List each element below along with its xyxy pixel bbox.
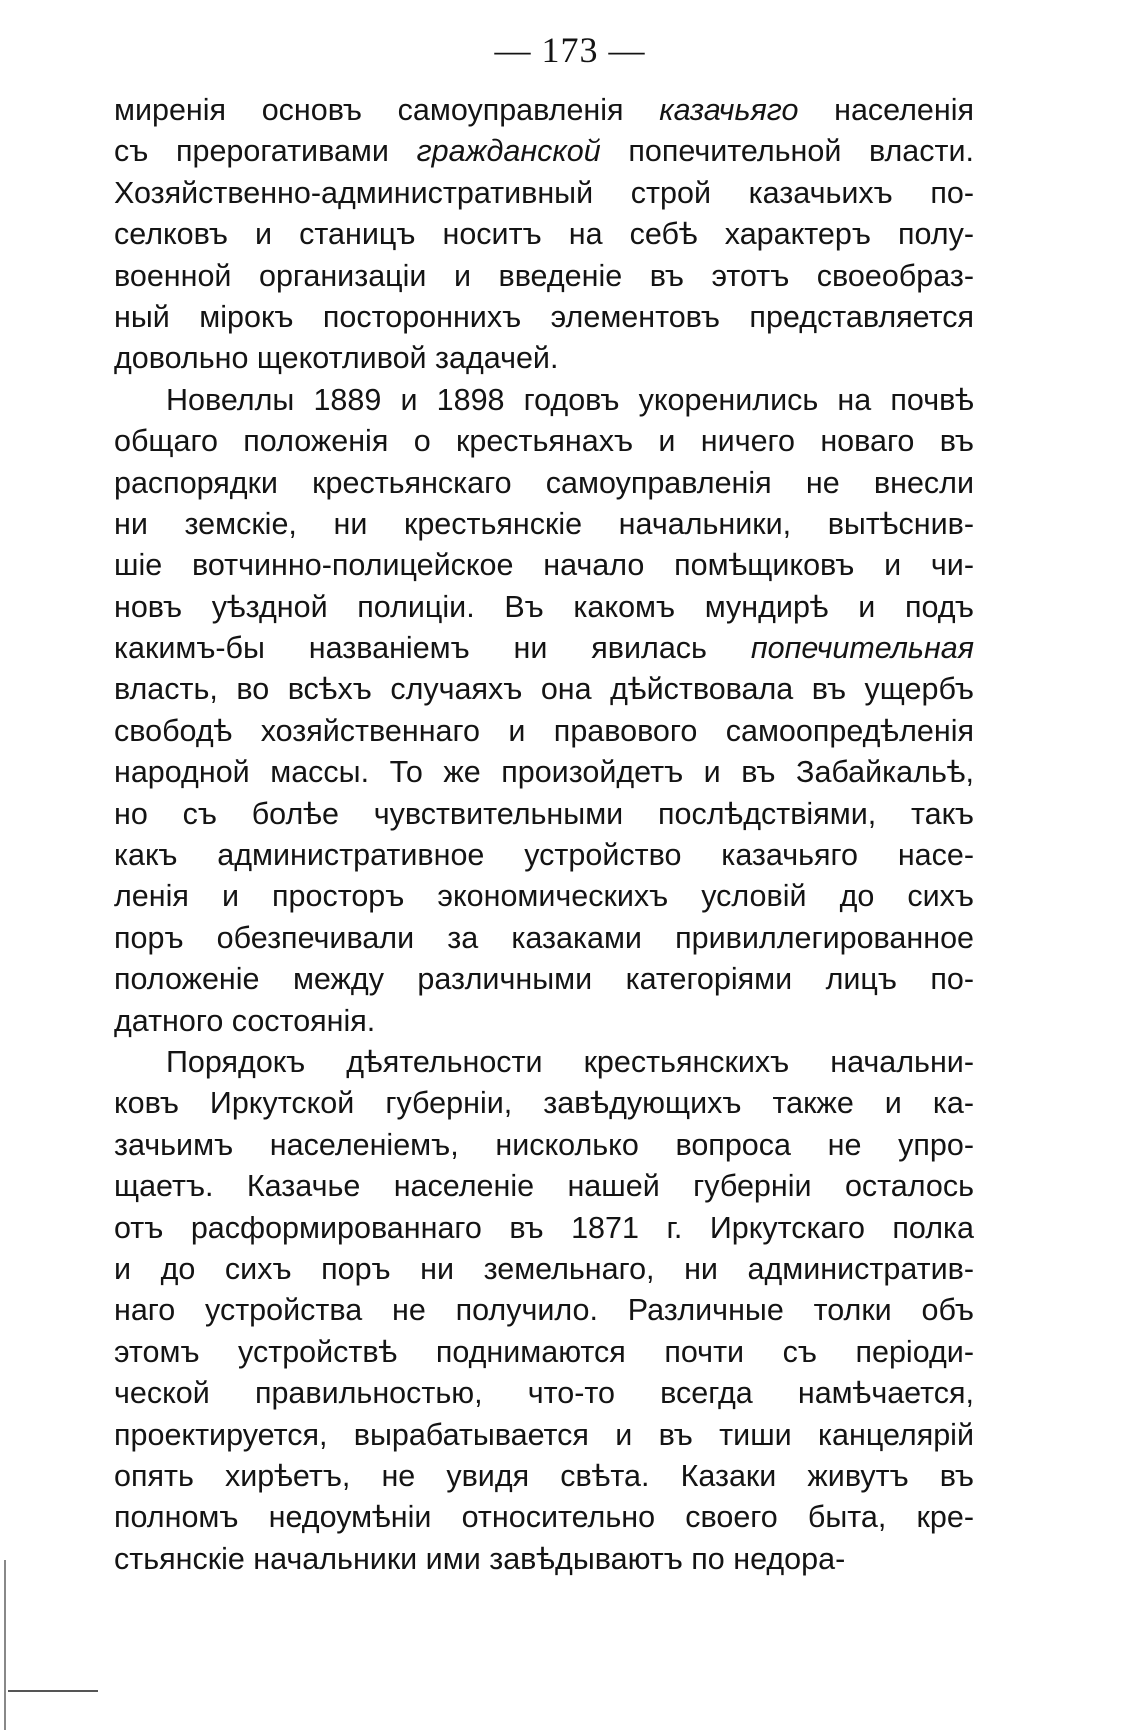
text-line xyxy=(114,711,974,752)
text-line xyxy=(114,256,974,297)
text-run: зачьимъ населеніемъ, нисколько вопроса не упро- xyxy=(114,1127,974,1162)
text-run: наго устройства не получило. Различные толки объ xyxy=(114,1293,974,1328)
text-run: военной организаціи и введеніе въ этотъ своеобраз- xyxy=(114,258,974,293)
body-text xyxy=(114,90,974,1580)
text-run: ческой правильностью, что-то всегда намѣчается, xyxy=(114,1376,974,1411)
page-number: — 173 — xyxy=(494,30,646,70)
text-run: опять хирѣетъ, не увидя свѣта. Казаки живутъ въ xyxy=(114,1458,974,1493)
text-line xyxy=(114,876,974,917)
text-run: какимъ-бы названіемъ ни явилась xyxy=(114,631,751,666)
text-line xyxy=(114,1373,974,1414)
text-line xyxy=(114,1042,974,1083)
text-run: ни земскіе, ни крестьянскіе начальники, вытѣснив- xyxy=(114,506,974,541)
text-run: какъ административное устройство казачьяго насе- xyxy=(114,838,974,873)
text-run: ковъ Иркутской губерніи, завѣдующихъ также и ка- xyxy=(114,1086,974,1121)
text-run: селковъ и станицъ носитъ на себѣ характеръ полу- xyxy=(114,217,974,252)
text-run: отъ расформированнаго въ 1871 г. Иркутскаго полка xyxy=(114,1210,974,1245)
text-run: народной массы. То же произойдетъ и въ Забайкальѣ, xyxy=(114,755,974,790)
italic-emphasis: попечительная xyxy=(750,631,974,666)
text-line xyxy=(114,669,974,710)
text-run: власть, во всѣхъ случаяхъ она дѣйствовала въ ущербъ xyxy=(114,672,974,707)
text-run: Хозяйственно-административный строй казачьихъ по- xyxy=(114,175,974,210)
text-run: шіе вотчинно-полицейское начало помѣщиковъ и чи- xyxy=(114,548,974,583)
scan-edge-line xyxy=(4,1560,6,1730)
text-run: датного состоянія. xyxy=(114,1003,376,1038)
scan-edge-mark xyxy=(8,1690,98,1692)
text-line xyxy=(114,794,974,835)
italic-emphasis: гражданской xyxy=(416,134,601,169)
text-line xyxy=(114,380,974,421)
text-run: Порядокъ дѣятельности крестьянскихъ начальни- xyxy=(166,1044,974,1079)
paragraph xyxy=(114,380,974,1042)
text-line xyxy=(114,1332,974,1373)
text-line xyxy=(114,173,974,214)
text-line xyxy=(114,1125,974,1166)
text-run: но съ болѣе чувствительными послѣдствіями, такъ xyxy=(114,796,974,831)
text-line xyxy=(114,835,974,876)
text-line xyxy=(114,214,974,255)
text-run: новъ уѣздной полиціи. Въ какомъ мундирѣ и подъ xyxy=(114,589,974,624)
text-line xyxy=(114,1456,974,1497)
text-line xyxy=(114,545,974,586)
text-line xyxy=(114,628,974,669)
text-line xyxy=(114,1415,974,1456)
paragraph xyxy=(114,1042,974,1580)
text-line xyxy=(114,1539,974,1580)
text-run: стьянскіе начальники ими завѣдываютъ по недора- xyxy=(114,1541,846,1576)
text-line xyxy=(114,1001,974,1042)
text-line xyxy=(114,918,974,959)
text-line xyxy=(114,587,974,628)
text-run: и до сихъ поръ ни земельнаго, ни административ- xyxy=(114,1251,974,1286)
text-run: миренія основъ самоуправленія xyxy=(114,93,660,127)
text-line xyxy=(114,1249,974,1290)
text-line xyxy=(114,752,974,793)
text-line xyxy=(114,1083,974,1124)
text-run: населенія xyxy=(798,93,974,127)
text-line xyxy=(114,504,974,545)
text-line xyxy=(114,297,974,338)
text-run: полномъ недоумѣніи относительно своего быта, кре- xyxy=(114,1500,974,1535)
text-line xyxy=(114,338,974,379)
text-run: ный мірокъ посторонниxъ элементовъ представляется xyxy=(114,299,974,334)
text-run: поръ обезпечивали за казаками привиллегированное xyxy=(114,920,974,955)
text-run: общаго положенія о крестьянахъ и ничего новаго въ xyxy=(114,424,974,459)
text-line xyxy=(114,1497,974,1538)
text-run: этомъ устройствѣ поднимаются почти съ періоди- xyxy=(114,1334,974,1369)
text-line xyxy=(114,1290,974,1331)
text-line xyxy=(114,463,974,504)
text-run: свободѣ хозяйственнаго и правового самоопредѣленія xyxy=(114,713,974,748)
text-run: довольно щекотливой задачей. xyxy=(114,341,559,376)
text-run: распорядки крестьянскаго самоуправленія не внесли xyxy=(114,465,974,500)
text-run: Новеллы 1889 и 1898 годовъ укоренились на почвѣ xyxy=(166,382,974,417)
text-run: съ прерогативами xyxy=(114,134,417,169)
text-line xyxy=(114,959,974,1000)
text-line xyxy=(114,421,974,462)
text-line xyxy=(114,131,974,172)
text-run: положеніе между различными категоріями лицъ по- xyxy=(114,962,974,997)
text-run: щаетъ. Казачье населеніе нашей губерніи осталось xyxy=(114,1169,974,1204)
text-run: проектируется, вырабатывается и въ тиши канцелярій xyxy=(114,1417,974,1452)
text-line xyxy=(114,90,974,131)
text-run: ленія и просторъ экономическихъ условій до сихъ xyxy=(114,879,974,914)
text-run: попечительной власти. xyxy=(600,134,974,169)
italic-emphasis: казачьяго xyxy=(659,93,799,127)
paragraph xyxy=(114,90,974,380)
text-line xyxy=(114,1166,974,1207)
text-line xyxy=(114,1208,974,1249)
